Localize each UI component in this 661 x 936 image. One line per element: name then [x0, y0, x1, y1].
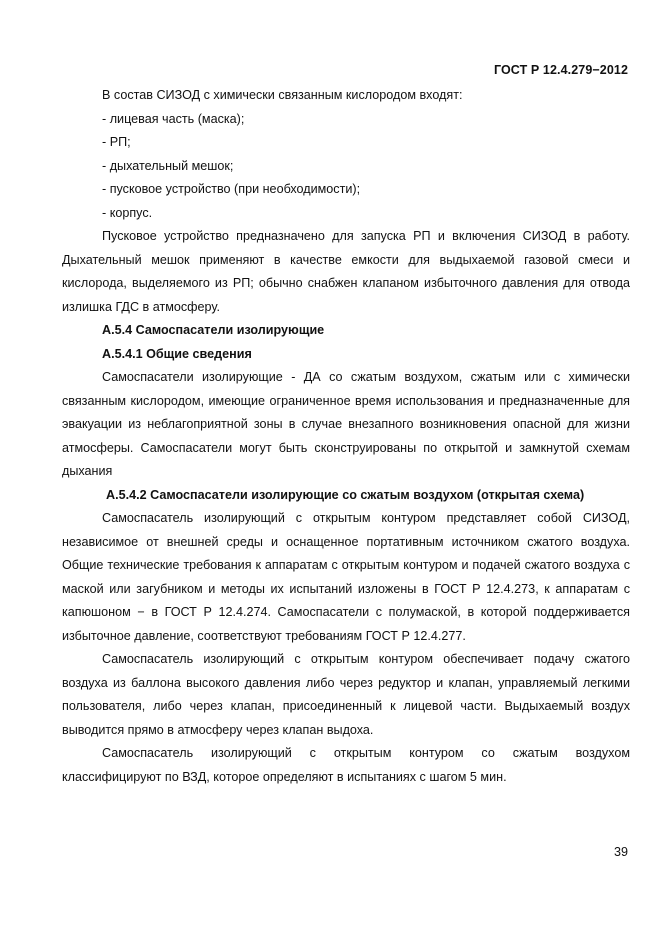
open-circuit-paragraph-3: Самоспасатель изолирующий с открытым контуром со сжатым воздухом классифицируют по ВЗД, которое определяют в испытаниях с шагом 5 мин. [62, 746, 630, 784]
general-info-paragraph: Самоспасатели изолирующие - ДА со сжатым воздухом, сжатым или с химически связанным кислородом, имеющие ограниченное время использования и предназначенные для эвакуации из неблагоприятной зоны в случае внезапного возникновения опасной для жизни атмосферы. Самоспасатели могут быть сконструированы по открытой и замкнутой схемам дыхания [62, 370, 630, 478]
list-item: - лицевая часть (маска); [102, 111, 245, 126]
list-item: - РП; [102, 135, 131, 149]
standard-code-header: ГОСТ Р 12.4.279−2012 [493, 63, 628, 77]
page-number: 39 [613, 845, 628, 859]
list-item: - корпус. [102, 205, 153, 220]
components-list [62, 108, 630, 226]
section-heading-a5442: А.5.4.2 Самоспасатели изолирующие со сжатым воздухом (открытая схема) [106, 487, 585, 502]
section-heading-a5441: А.5.4.1 Общие сведения [102, 346, 252, 361]
open-circuit-paragraph-2: Самоспасатель изолирующий с открытым контуром обеспечивает подачу сжатого воздуха из баллона высокого давления либо через редуктор и клапан, управляемый легкими пользователя, либо через клапан, присоединенный к лицевой части. Выдыхаемый воздух выводится прямо в атмосферу через клапан выдоха. [62, 652, 630, 737]
components-intro: В состав СИЗОД с химически связанным кислородом входят: [102, 88, 463, 102]
startup-paragraph: Пусковое устройство предназначено для запуска РП и включения СИЗОД в работу. Дыхательный мешок применяют в качестве емкости для выдыхаемой газовой смеси и кислорода, выделяемого из РП; обычно снабжен клапаном избыточного давления для отвода излишка ГДС в атмосферу. [62, 229, 630, 314]
list-item: - дыхательный мешок; [102, 158, 234, 173]
open-circuit-paragraph-1: Самоспасатель изолирующий с открытым контуром представляет собой СИЗОД, независимое от внешней среды и оснащенное портативным источником сжатого воздуха. Общие технические требования к аппаратам с открытым контуром и подачей сжатого воздуха с маской или загубником и методы их испытаний изложены в ГОСТ Р 12.4.273, к аппаратам с капюшоном − в ГОСТ Р 12.4.274. Самоспасатели с полумаской, в которой поддерживается избыточное давление, соответствуют требованиям ГОСТ Р 12.4.277. [62, 511, 630, 643]
section-heading-a544: А.5.4 Самоспасатели изолирующие [102, 323, 325, 337]
list-item: - пусковое устройство (при необходимости); [102, 182, 361, 196]
document-body [62, 84, 630, 789]
